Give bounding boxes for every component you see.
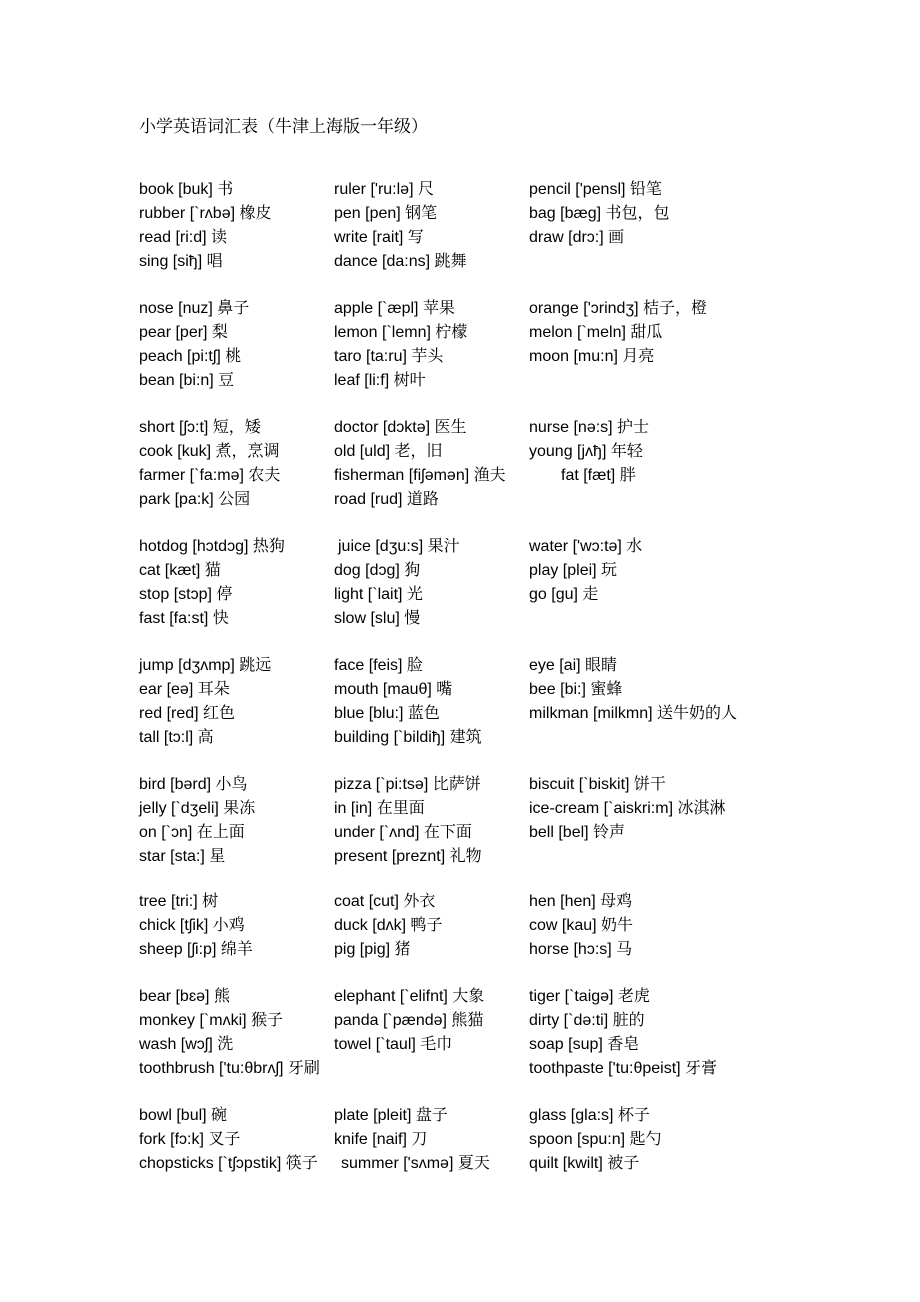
vocab-entry: bag [bæg] 书包，包	[529, 205, 670, 222]
vocab-entry: slow [slu] 慢	[334, 610, 421, 627]
vocab-entry: toothpaste ['tu:θpeist] 牙膏	[529, 1060, 718, 1077]
vocab-entry: cook [kuk] 煮，烹调	[139, 443, 280, 460]
vocab-entry: jelly [`dʒeli] 果冻	[139, 800, 256, 817]
vocab-entry: bee [bi:] 蜜蜂	[529, 681, 623, 698]
vocab-entry: cat [kæt] 猫	[139, 562, 221, 579]
vocab-entry: nose [nuz] 鼻子	[139, 300, 250, 317]
vocab-entry: fisherman [fiʃəmən] 渔夫	[334, 467, 506, 484]
vocab-entry: monkey [`mʌki] 猴子	[139, 1012, 284, 1029]
vocab-entry: pig [pig] 猪	[334, 941, 411, 958]
vocab-entry: stop [stɔp] 停	[139, 586, 233, 603]
vocab-entry: chick [tʃik] 小鸡	[139, 917, 245, 934]
vocab-entry: blue [blu:] 蓝色	[334, 705, 440, 722]
vocab-entry: play [plei] 玩	[529, 562, 618, 579]
vocab-entry: nurse [nə:s] 护士	[529, 419, 650, 436]
vocab-entry: dance [da:ns] 跳舞	[334, 253, 467, 270]
vocab-entry: spoon [spu:n] 匙勺	[529, 1131, 662, 1148]
vocab-entry: knife [naif] 刀	[334, 1131, 428, 1148]
vocab-entry: glass [gla:s] 杯子	[529, 1107, 650, 1124]
vocab-entry: taro [ta:ru] 芋头	[334, 348, 444, 365]
vocab-entry: bear [bɛə] 熊	[139, 988, 230, 1005]
vocab-entry: wash [wɔʃ] 洗	[139, 1036, 234, 1053]
vocab-entry: elephant [`elifnt] 大象	[334, 988, 485, 1005]
vocab-entry: jump [dʒʌmp] 跳远	[139, 657, 272, 674]
vocab-entry: panda [`pændə] 熊猫	[334, 1012, 484, 1029]
vocab-entry: book [buk] 书	[139, 181, 234, 198]
vocab-entry: under [`ʌnd] 在下面	[334, 824, 472, 841]
vocab-entry: sheep [ʃi:p] 绵羊	[139, 941, 253, 958]
vocab-entry: building [`bildiђ] 建筑	[334, 729, 482, 746]
vocab-entry: cow [kau] 奶牛	[529, 917, 634, 934]
vocab-entry: farmer [`fa:mə] 农夫	[139, 467, 281, 484]
vocab-entry: pear [per] 梨	[139, 324, 228, 341]
vocab-entry: pen [pen] 钢笔	[334, 205, 438, 222]
vocab-entry: lemon [`lemn] 柠檬	[334, 324, 468, 341]
vocab-entry: quilt [kwilt] 被子	[529, 1155, 640, 1172]
vocab-entry: doctor [dɔktə] 医生	[334, 419, 467, 436]
vocab-entry: summer ['sʌmə] 夏天	[341, 1155, 490, 1172]
vocab-entry: light [`lait] 光	[334, 586, 423, 603]
vocab-entry: chopsticks [`tʃɔpstik] 筷子	[139, 1155, 318, 1172]
vocab-entry: soap [sup] 香皂	[529, 1036, 640, 1053]
vocab-entry: star [sta:] 星	[139, 848, 226, 865]
vocab-entry: fat [fæt] 胖	[561, 467, 636, 484]
vocab-entry: milkman [milkmn] 送牛奶的人	[529, 705, 738, 722]
vocab-entry: road [rud] 道路	[334, 491, 439, 508]
vocab-entry: tiger [`taigə] 老虎	[529, 988, 650, 1005]
vocab-entry: old [uld] 老，旧	[334, 443, 443, 460]
vocab-entry: water ['wɔ:tə] 水	[529, 538, 643, 555]
vocab-entry: pencil ['pensl] 铅笔	[529, 181, 662, 198]
vocab-entry: moon [mu:n] 月亮	[529, 348, 655, 365]
vocab-entry: young [jʌђ] 年轻	[529, 443, 643, 460]
vocab-entry: bowl [bul] 碗	[139, 1107, 228, 1124]
vocab-entry: tree [tri:] 树	[139, 893, 219, 910]
vocab-entry: sing [siђ] 唱	[139, 253, 223, 270]
vocab-entry: juice [dʒu:s] 果汁	[338, 538, 460, 555]
vocab-entry: hotdog [hɔtdɔg] 热狗	[139, 538, 285, 555]
vocab-entry: write [rait] 写	[334, 229, 424, 246]
vocab-entry: ice-cream [`aiskri:m] 冰淇淋	[529, 800, 726, 817]
vocab-entry: bell [bel] 铃声	[529, 824, 626, 841]
vocab-entry: red [red] 红色	[139, 705, 236, 722]
vocab-entry: dirty [`də:ti] 脏的	[529, 1012, 645, 1029]
vocab-entry: orange ['ɔrindʒ] 桔子，橙	[529, 300, 708, 317]
vocab-entry: fast [fa:st] 快	[139, 610, 229, 627]
vocab-entry: short [ʃɔ:t] 短，矮	[139, 419, 261, 436]
vocab-entry: draw [drɔ:] 画	[529, 229, 625, 246]
vocab-entry: tall [tɔ:l] 高	[139, 729, 214, 746]
vocab-entry: face [feis] 脸	[334, 657, 423, 674]
vocab-entry: eye [ai] 眼睛	[529, 657, 618, 674]
vocab-entry: duck [dʌk] 鸭子	[334, 917, 443, 934]
vocab-entry: pizza [`pi:tsə] 比萨饼	[334, 776, 481, 793]
vocab-entry: melon [`meln] 甜瓜	[529, 324, 663, 341]
vocab-entry: bird [bərd] 小鸟	[139, 776, 248, 793]
vocab-entry: apple [`æpl] 苹果	[334, 300, 455, 317]
vocab-entry: ruler ['ru:lə] 尺	[334, 181, 434, 198]
vocab-entry: coat [cut] 外衣	[334, 893, 436, 910]
vocab-entry: rubber [`rʌbə] 橡皮	[139, 205, 272, 222]
vocab-entry: ear [eə] 耳朵	[139, 681, 230, 698]
vocab-entry: leaf [li:f] 树叶	[334, 372, 426, 389]
vocab-entry: hen [hen] 母鸡	[529, 893, 633, 910]
vocab-entry: dog [dɔg] 狗	[334, 562, 421, 579]
vocab-entry: horse [hɔ:s] 马	[529, 941, 633, 958]
vocab-entry: peach [pi:tʃ] 桃	[139, 348, 242, 365]
vocab-entry: read [ri:d] 读	[139, 229, 228, 246]
vocab-entry: plate [pleit] 盘子	[334, 1107, 448, 1124]
page-title: 小学英语词汇表（牛津上海版一年级）	[139, 117, 428, 136]
vocab-entry: go [gu] 走	[529, 586, 599, 603]
vocab-entry: in [in] 在里面	[334, 800, 425, 817]
vocab-entry: toothbrush ['tu:θbrʌʃ] 牙刷	[139, 1060, 320, 1077]
vocab-entry: bean [bi:n] 豆	[139, 372, 235, 389]
vocab-entry: present [preznt] 礼物	[334, 848, 482, 865]
vocab-entry: park [pa:k] 公园	[139, 491, 251, 508]
vocab-entry: biscuit [`biskit] 饼干	[529, 776, 666, 793]
vocab-entry: fork [fɔ:k] 叉子	[139, 1131, 241, 1148]
vocab-entry: on [`ɔn] 在上面	[139, 824, 245, 841]
vocab-entry: towel [`taul] 毛巾	[334, 1036, 453, 1053]
vocab-entry: mouth [mauθ] 嘴	[334, 681, 453, 698]
